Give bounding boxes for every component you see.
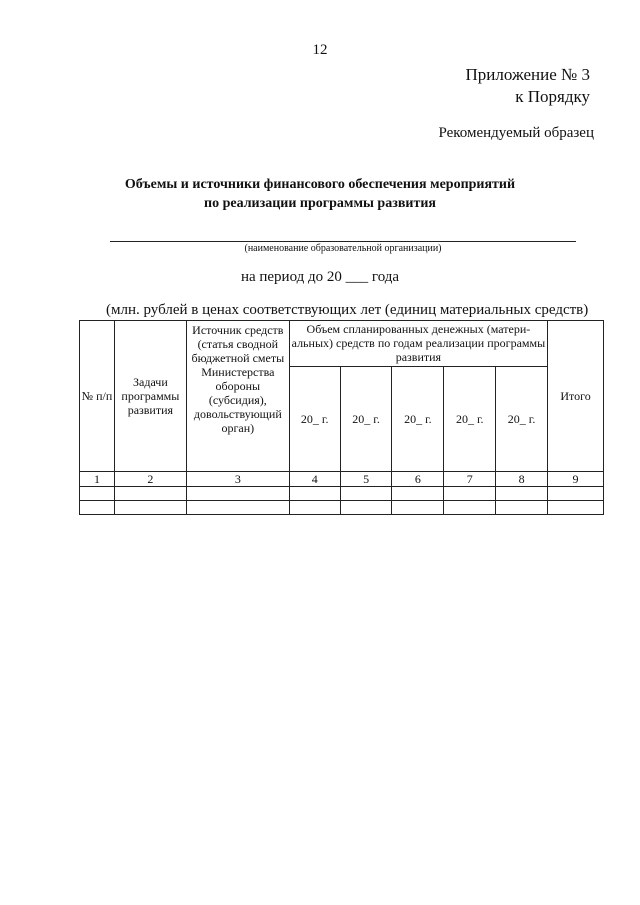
header-volume: Объем спланированных денежных (матери- альных) средств по годам реализации программы развития	[289, 321, 547, 367]
table-cell	[444, 487, 496, 501]
header-total: Итого	[548, 321, 604, 472]
table-cell	[114, 501, 186, 515]
column-number: 3	[186, 472, 289, 487]
table-cell	[114, 487, 186, 501]
table-cell	[80, 501, 115, 515]
organization-name-line	[110, 241, 576, 242]
table-cell	[496, 501, 548, 515]
column-number: 9	[548, 472, 604, 487]
period-line: на период до 20 ___ года	[240, 269, 400, 285]
organization-caption: (наименование образовательной организации)	[244, 243, 442, 254]
appendix-line-1: Приложение № 3	[465, 65, 590, 84]
table-cell	[289, 487, 340, 501]
table-row	[80, 501, 604, 515]
column-number-row	[80, 472, 604, 487]
table-cell	[496, 487, 548, 501]
table-cell	[548, 501, 604, 515]
header-year: 20_ г.	[392, 367, 444, 472]
table-cell	[340, 501, 392, 515]
header-year: 20_ г.	[496, 367, 548, 472]
header-tasks: Задачи программы развития	[114, 321, 186, 472]
column-number: 2	[114, 472, 186, 487]
financing-table	[79, 320, 604, 515]
title-line-2: по реализации программы развития	[204, 196, 436, 211]
table-cell	[289, 501, 340, 515]
page-number: 12	[312, 42, 328, 58]
header-year: 20_ г.	[289, 367, 340, 472]
document-title	[0, 175, 640, 213]
header-year: 20_ г.	[444, 367, 496, 472]
column-number: 7	[444, 472, 496, 487]
table-cell	[444, 501, 496, 515]
table-row	[80, 487, 604, 501]
header-source: Источник средств (статья сводной бюджетной сметы Министерства обороны (субсидия), довольствующий орган)	[186, 321, 289, 472]
table-cell	[340, 487, 392, 501]
header-year: 20_ г.	[340, 367, 392, 472]
units-note: (млн. рублей в ценах соответствующих лет (единиц материальных средств)	[106, 302, 589, 318]
column-number: 1	[80, 472, 115, 487]
title-line-1: Объемы и источники финансового обеспечения мероприятий	[124, 177, 516, 192]
column-number: 4	[289, 472, 340, 487]
table-cell	[392, 501, 444, 515]
table-cell	[80, 487, 115, 501]
column-number: 8	[496, 472, 548, 487]
sample-note: Рекомендуемый образец	[438, 125, 594, 141]
header-num: № п/п	[80, 321, 115, 472]
table-cell	[186, 487, 289, 501]
table-cell	[548, 487, 604, 501]
appendix-reference	[466, 64, 590, 108]
appendix-line-2: к Порядку	[515, 87, 590, 106]
column-number: 5	[340, 472, 392, 487]
column-number: 6	[392, 472, 444, 487]
table-cell	[392, 487, 444, 501]
header-row-1	[80, 321, 604, 367]
table-cell	[186, 501, 289, 515]
